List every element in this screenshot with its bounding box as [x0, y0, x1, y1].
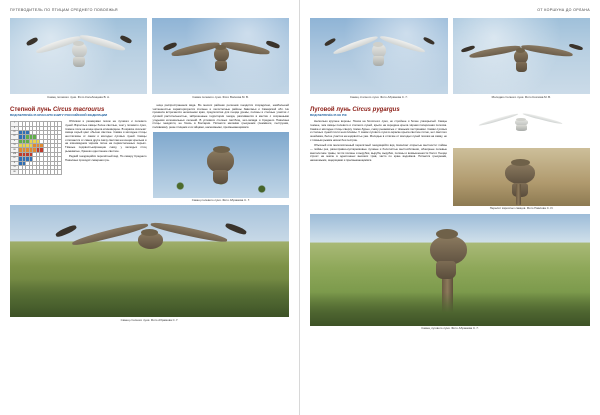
left-running-head: ПУТЕВОДИТЕЛЬ ПО ПТИЦАМ СРЕДНЕГО ПОВОЛЖЬЯ: [10, 8, 118, 12]
right-body-paragraph-2: Обычный или малочисленный перелётный гнездящийся вид. Населяет открытые местности: поймы — поймы рек, разнотравно-кустарниковые луговые и болотистые местообитания, обширные полевые многолетние травы, почти поляны и вырубки, выруба, вырубки, поляны и возвышенности болот. Гнездо строит на земле в однотонных высоких трав, часто по краю водоёмов. Питается грызунами, насекомыми, ящерицами и пресмыкающимися.: [310, 143, 447, 162]
photo-pallid-harrier-female-flight: [453, 18, 591, 94]
right-column-2: [453, 104, 590, 211]
photo-marsh-harrier-on-post: [310, 214, 590, 326]
species-name-ru: Степной лунь: [10, 106, 52, 113]
phenology-month-label: VI: [11, 144, 19, 148]
phenology-month-label: XII: [11, 170, 19, 174]
right-body-paragraph-1: Несколько крупнее вороны. Похож на болотного луня, но стройнее и более узкокрылый. Самцы темнее, чем самцы полевого и степного луней, крыло на середине крыла чёрная поперечная полоска. Самка и молодые птицы сверху тёмно-бурые, снизу рыжеватые с тёмными пестринами. Самки луговых и степных луней почти неотличимы. У самок лугового луня в окраске крыла светлое пятно, нет светлого ошейника, белое участок на надхвостье уже. Молодые в отличие от молодых луней похожи на самку, но с тёмным рыжим низом без пестрин.: [310, 119, 447, 142]
phenology-month-label: VIII: [11, 152, 19, 156]
right-running-head: ОТ КОРШУНА ДО ОРЛАНА: [537, 8, 590, 12]
right-bottom-photo-caption: Самец лугового луня. Фото Абрамова С. Г.: [421, 326, 479, 331]
photo-hen-harrier-female-flight: [152, 18, 289, 94]
species-status-right: ВИД ВКЛЮЧЁН В КК РФ: [310, 113, 347, 118]
photo-montagu-harrier-perched-illustration: [453, 148, 590, 206]
photo-montagu-harrier-flight-over-field: [10, 205, 289, 317]
left-photo-1-caption: Самец полевого луня. Фото Кольбинцева В. А.: [47, 94, 110, 99]
phenology-month-label: VII: [11, 148, 19, 152]
photo-hen-harrier-perched: [153, 132, 290, 198]
species-name-lat-right: Circus pygargus: [352, 106, 400, 113]
species-name-ru-right: Луговой лунь: [310, 106, 351, 113]
left-bottom-photo-caption: Самец степного луня. Фото Абрамова С. Г.: [120, 317, 179, 322]
left-body-paragraph-3: ница распространения вида. Во многих районах регионов гнездится спорадично, наибольшей численностью характеризуются степные и лесостепные районы Заволжья и Самарской обл. Не проникла встречается нелесными края, предпочитая для гнезда уремы, поляны и степные участки с луговой растительностью, заброшенные территории гнезда, разливаются в местах с сохранными угодьями колониальных селений. В условиях степных пастбищ, юго-запада и Среднего Поволжья птицы гнездятся, не боясь в Болгарии. Питается мелкими грызунами (лемминги, пеструшки, полёвками), реже птицами и их яйцами, насекомыми, пресмыкающимися.: [152, 102, 289, 129]
left-photo-2-caption: Самка полевого луня. Фото Вилкова М. В.: [192, 94, 249, 99]
phenology-month-label: I: [11, 122, 19, 126]
phenology-month-label: XI: [11, 166, 19, 170]
illustration-harrier-flight-upper: [453, 104, 590, 146]
phenology-rows: [11, 122, 62, 175]
right-photo-1-block: [310, 18, 448, 99]
right-column-1: [310, 104, 447, 211]
left-photo-3-caption: Самец полевого луня. Фото Абрамова С. Г.: [191, 198, 250, 203]
left-photo-2-block: [152, 18, 289, 99]
species-heading-right: [310, 107, 447, 114]
phenology-month-label: V: [11, 139, 19, 143]
left-top-photo-row: [10, 18, 289, 99]
right-photo-2-caption: Молодая степного луня. Фото Козлова М. В.: [491, 94, 551, 99]
right-text-columns: [310, 104, 590, 211]
left-body-paragraph-2: Редкий гнездящийся перелётный вид. По северу Среднего Поволжья проходит северная гра-: [65, 154, 147, 162]
photo-pallid-harrier-male-flight: [310, 18, 448, 94]
right-photo-1-caption: Самец степного луня. Фото Абрамова С. Г.: [349, 94, 408, 99]
species-status-left: ВИД ВКЛЮЧЁН В КРАСНУЮ КНИГУ РОССИЙСКОЙ ФЕДЕРАЦИИ: [10, 113, 108, 118]
left-column-1: [10, 104, 147, 203]
photo-hen-harrier-male-flight: [10, 18, 147, 94]
right-photo-3-caption: Перелёт взрослых самцов. Фото Павлова С. И.: [489, 206, 554, 211]
left-text-columns: [10, 104, 289, 203]
phenology-row: [11, 170, 62, 174]
left-column-2: [153, 104, 290, 203]
phenology-calendar: [10, 121, 62, 175]
species-name-lat: Circus macrourus: [52, 106, 105, 113]
right-photo-2-block: [453, 18, 591, 99]
phenology-month-label: III: [11, 130, 19, 134]
phenology-month-label: IX: [11, 157, 19, 161]
phenology-month-label: II: [11, 126, 19, 130]
left-photo-1-block: [10, 18, 147, 99]
right-page: [300, 0, 600, 415]
species-heading-left: [10, 107, 147, 114]
phenology-month-label: IV: [11, 135, 19, 139]
phenology-month-label: X: [11, 161, 19, 165]
right-top-photo-row: [310, 18, 590, 99]
phenology-cell: [58, 170, 62, 174]
left-body-paragraph-1: Обликом и размерами похож на лугового и полевого луней. Взрослые самцы более светлые, чем у полевого луня, тёмное поле на конце крыла клиновидное. В окраске скользит самца серый цвет обычно светлее. Самка и молодые птицы неотличимы от самок и молодых луговых луней. Самцы отличаются от самок друга снизу светлая на концах крыльев и на клиновидном чёрном пятне на первостепенных перьях. Тёмные подхвостье/кроющие снизу, у молодых птиц рыжеватые, брюшко однотонное светлое.: [65, 119, 147, 153]
